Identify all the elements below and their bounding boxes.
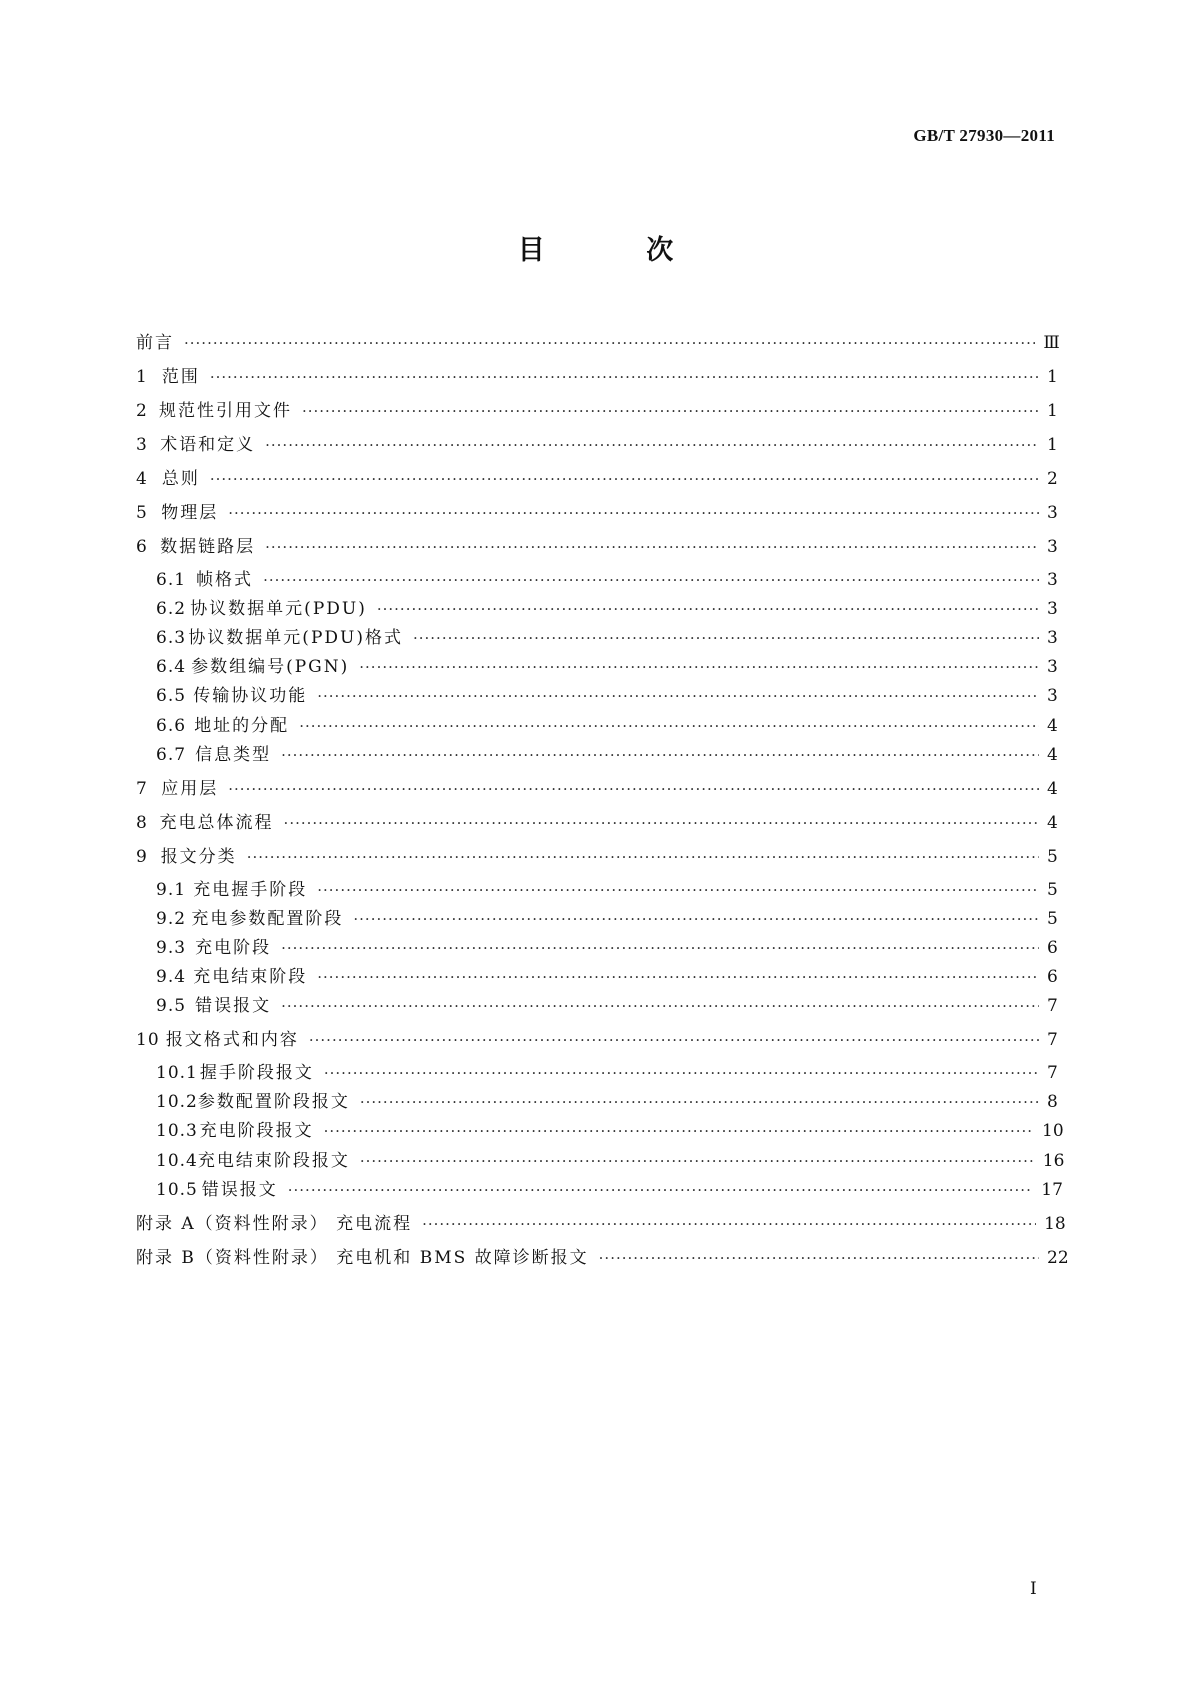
toc-entry-number: 6.3 [156,628,187,648]
toc-leader [377,600,1039,618]
toc-entry-label: 应用层 [161,779,219,799]
toc-subentry[interactable] [136,1087,1057,1113]
toc-leader [324,1064,1039,1082]
toc-leader [288,1181,1034,1199]
toc-entry-label: 附录 B（资料性附录） 充电机和 BMS 故障诊断报文 [136,1248,589,1268]
toc-entry[interactable] [136,1025,1057,1051]
toc-entry-number: 2 [136,401,148,421]
toc-entry[interactable] [136,430,1057,456]
toc-entry-page: 7 [1047,1030,1058,1050]
toc-entry-label: 充电总体流程 [159,813,274,833]
toc-entry-number: 9.5 [156,996,187,1016]
toc-entry-label: 协议数据单元(PDU)格式 [188,628,403,648]
toc-subentry[interactable] [136,565,1057,591]
toc-entry-number: 6.1 [156,570,187,590]
toc-entry-label: 术语和定义 [160,435,256,455]
toc-entry-page: 3 [1047,599,1058,619]
toc-leader [299,717,1039,735]
toc-entry[interactable] [136,808,1057,834]
toc-entry-page: 17 [1041,1180,1063,1200]
toc-leader [284,814,1039,832]
toc-subentry[interactable] [136,875,1057,901]
toc-leader [317,687,1039,705]
toc-entry-number: 6.6 [156,716,187,736]
toc-leader [281,997,1039,1015]
toc-leader [210,368,1039,386]
toc-entry-label: 前言 [136,333,174,353]
toc-entry-number: 9.3 [156,938,187,958]
toc-entry-label: 协议数据单元(PDU) [190,599,367,619]
toc-entry-label: 充电阶段报文 [199,1121,314,1141]
toc-subentry[interactable] [136,711,1057,737]
toc-subentry[interactable] [136,1175,1063,1201]
toc-entry-number: 6.4 [156,657,187,677]
toc-leader [360,1152,1035,1170]
toc-entry-page: 1 [1047,401,1058,421]
toc-leader [353,910,1039,928]
toc-leader [210,470,1039,488]
toc-entry-label: 范围 [161,367,200,387]
toc-entry-label: 总则 [161,469,200,489]
toc-entry[interactable] [136,396,1057,422]
toc-leader [265,436,1039,454]
toc-leader [281,939,1039,957]
toc-entry-page: 18 [1044,1214,1066,1234]
toc-entry-label: 充电阶段 [195,938,272,958]
toc-entry-label: 信息类型 [195,745,272,765]
toc-entry-appendix-a[interactable] [136,1209,1066,1235]
toc-leader [309,1031,1039,1049]
toc-entry-label: 地址的分配 [194,716,290,736]
toc-entry-label: 报文分类 [160,847,237,867]
toc-leader [302,402,1039,420]
toc-entry-number: 10.5 [156,1180,198,1200]
toc-entry-page: 4 [1047,716,1058,736]
toc-entry-number: 10.3 [156,1121,198,1141]
toc-entry-number: 5 [136,503,148,523]
toc-entry-page: 3 [1047,657,1058,677]
toc-subentry[interactable] [136,991,1057,1017]
toc-entry-number: 3 [136,435,148,455]
toc-leader [228,780,1039,798]
toc-entry-page: 5 [1047,909,1058,929]
toc-leader [228,504,1039,522]
toc-leader [413,629,1039,647]
toc-entry-label: 数据链路层 [160,537,256,557]
toc-entry-page: 6 [1047,938,1058,958]
toc-entry-page: 3 [1047,503,1058,523]
toc-entry-page: 16 [1042,1151,1065,1171]
toc-entry-page: 8 [1047,1092,1058,1112]
toc-leader [422,1215,1036,1233]
toc-entry-page: 7 [1047,996,1058,1016]
toc-entry-label: 充电结束阶段 [193,967,308,987]
toc-entry[interactable] [136,498,1057,524]
toc-entry-number: 9.4 [156,967,187,987]
toc-entry-number: 6.7 [156,745,187,765]
toc-leader [599,1249,1039,1267]
toc-entry-number: 4 [136,469,148,489]
toc-entry-page: 7 [1047,1063,1058,1083]
page-number: I [1030,1579,1037,1599]
toc-entry-label: 握手阶段报文 [199,1063,314,1083]
toc-leader [324,1122,1034,1140]
toc-entry-number: 10.2 [156,1092,198,1112]
toc-subentry[interactable] [136,652,1057,678]
toc-leader [359,658,1039,676]
toc-entry-number: 8 [136,813,148,833]
toc-entry-page: Ⅲ [1043,333,1060,353]
toc-leader [265,538,1039,556]
toc-entry-label: 充电参数配置阶段 [191,909,344,929]
toc-entry-label: 物理层 [161,503,219,523]
toc-leader [263,571,1039,589]
toc-subentry[interactable] [136,904,1057,930]
toc-leader [360,1093,1039,1111]
toc-subentry[interactable] [136,933,1057,959]
toc-entry-number: 10.4 [156,1151,198,1171]
toc-entry-label: 参数配置阶段报文 [197,1092,350,1112]
toc-entry-label: 充电结束阶段报文 [197,1151,350,1171]
toc-subentry[interactable] [136,1146,1065,1172]
toc-entry-page: 1 [1047,367,1058,387]
toc-subentry[interactable] [136,623,1057,649]
toc-entry[interactable] [136,842,1057,868]
toc-subentry[interactable] [136,1116,1064,1142]
toc-entry-number: 6 [136,537,148,557]
toc-entry-label: 充电握手阶段 [193,880,308,900]
toc-entry-page: 6 [1047,967,1058,987]
toc-entry-number: 6.2 [156,599,187,619]
toc-subentry[interactable] [136,1058,1057,1084]
toc-leader [317,881,1039,899]
toc-entry-number: 9.2 [156,909,187,929]
toc-entry-label: 附录 A（资料性附录） 充电流程 [136,1214,413,1234]
toc-entry-number: 10 [136,1030,160,1050]
toc-entry-page: 5 [1047,880,1058,900]
toc-entry[interactable] [136,464,1057,490]
page-title: 目 次 [517,235,720,266]
toc-leader [317,968,1039,986]
toc-entry-page: 5 [1047,847,1058,867]
toc-leader [247,848,1039,866]
toc-leader [281,746,1039,764]
toc-entry-number: 7 [136,779,148,799]
toc-entry-number: 10.1 [156,1063,198,1083]
toc-subentry[interactable] [136,681,1057,707]
toc-entry-number: 9 [136,847,148,867]
toc-entry-page: 3 [1047,537,1058,557]
toc-entry[interactable] [136,532,1057,558]
toc-entry[interactable] [136,774,1057,800]
toc-subentry[interactable] [136,962,1057,988]
toc-entry-preface[interactable] [136,328,1060,354]
toc-entry-page: 4 [1047,779,1058,799]
toc-entry-label: 传输协议功能 [193,686,308,706]
toc-entry-label: 错误报文 [195,996,272,1016]
toc-entry-page: 10 [1042,1121,1064,1141]
toc-subentry[interactable] [136,594,1057,620]
toc-entry-page: 22 [1047,1248,1069,1268]
toc-entry-label: 参数组编号(PGN) [191,657,350,677]
toc-entry-page: 4 [1047,813,1058,833]
toc-entry-page: 2 [1047,469,1058,489]
toc-leader [184,334,1035,352]
toc-entry-page: 1 [1047,435,1058,455]
toc-entry-label: 帧格式 [196,570,254,590]
toc-subentry[interactable] [136,740,1057,766]
toc-entry[interactable] [136,362,1057,388]
toc-entry-page: 3 [1047,570,1058,590]
toc-entry-appendix-b[interactable] [136,1243,1069,1269]
toc-entry-label: 报文格式和内容 [165,1030,299,1050]
toc-entry-number: 1 [136,367,148,387]
toc-entry-label: 规范性引用文件 [158,401,292,421]
toc-entry-number: 9.1 [156,880,187,900]
toc-entry-number: 6.5 [156,686,187,706]
toc-entry-label: 错误报文 [201,1180,278,1200]
document-code: GB/T 27930—2011 [913,126,1055,145]
toc-entry-page: 3 [1047,686,1058,706]
toc-entry-page: 3 [1047,628,1058,648]
toc-entry-page: 4 [1047,745,1058,765]
